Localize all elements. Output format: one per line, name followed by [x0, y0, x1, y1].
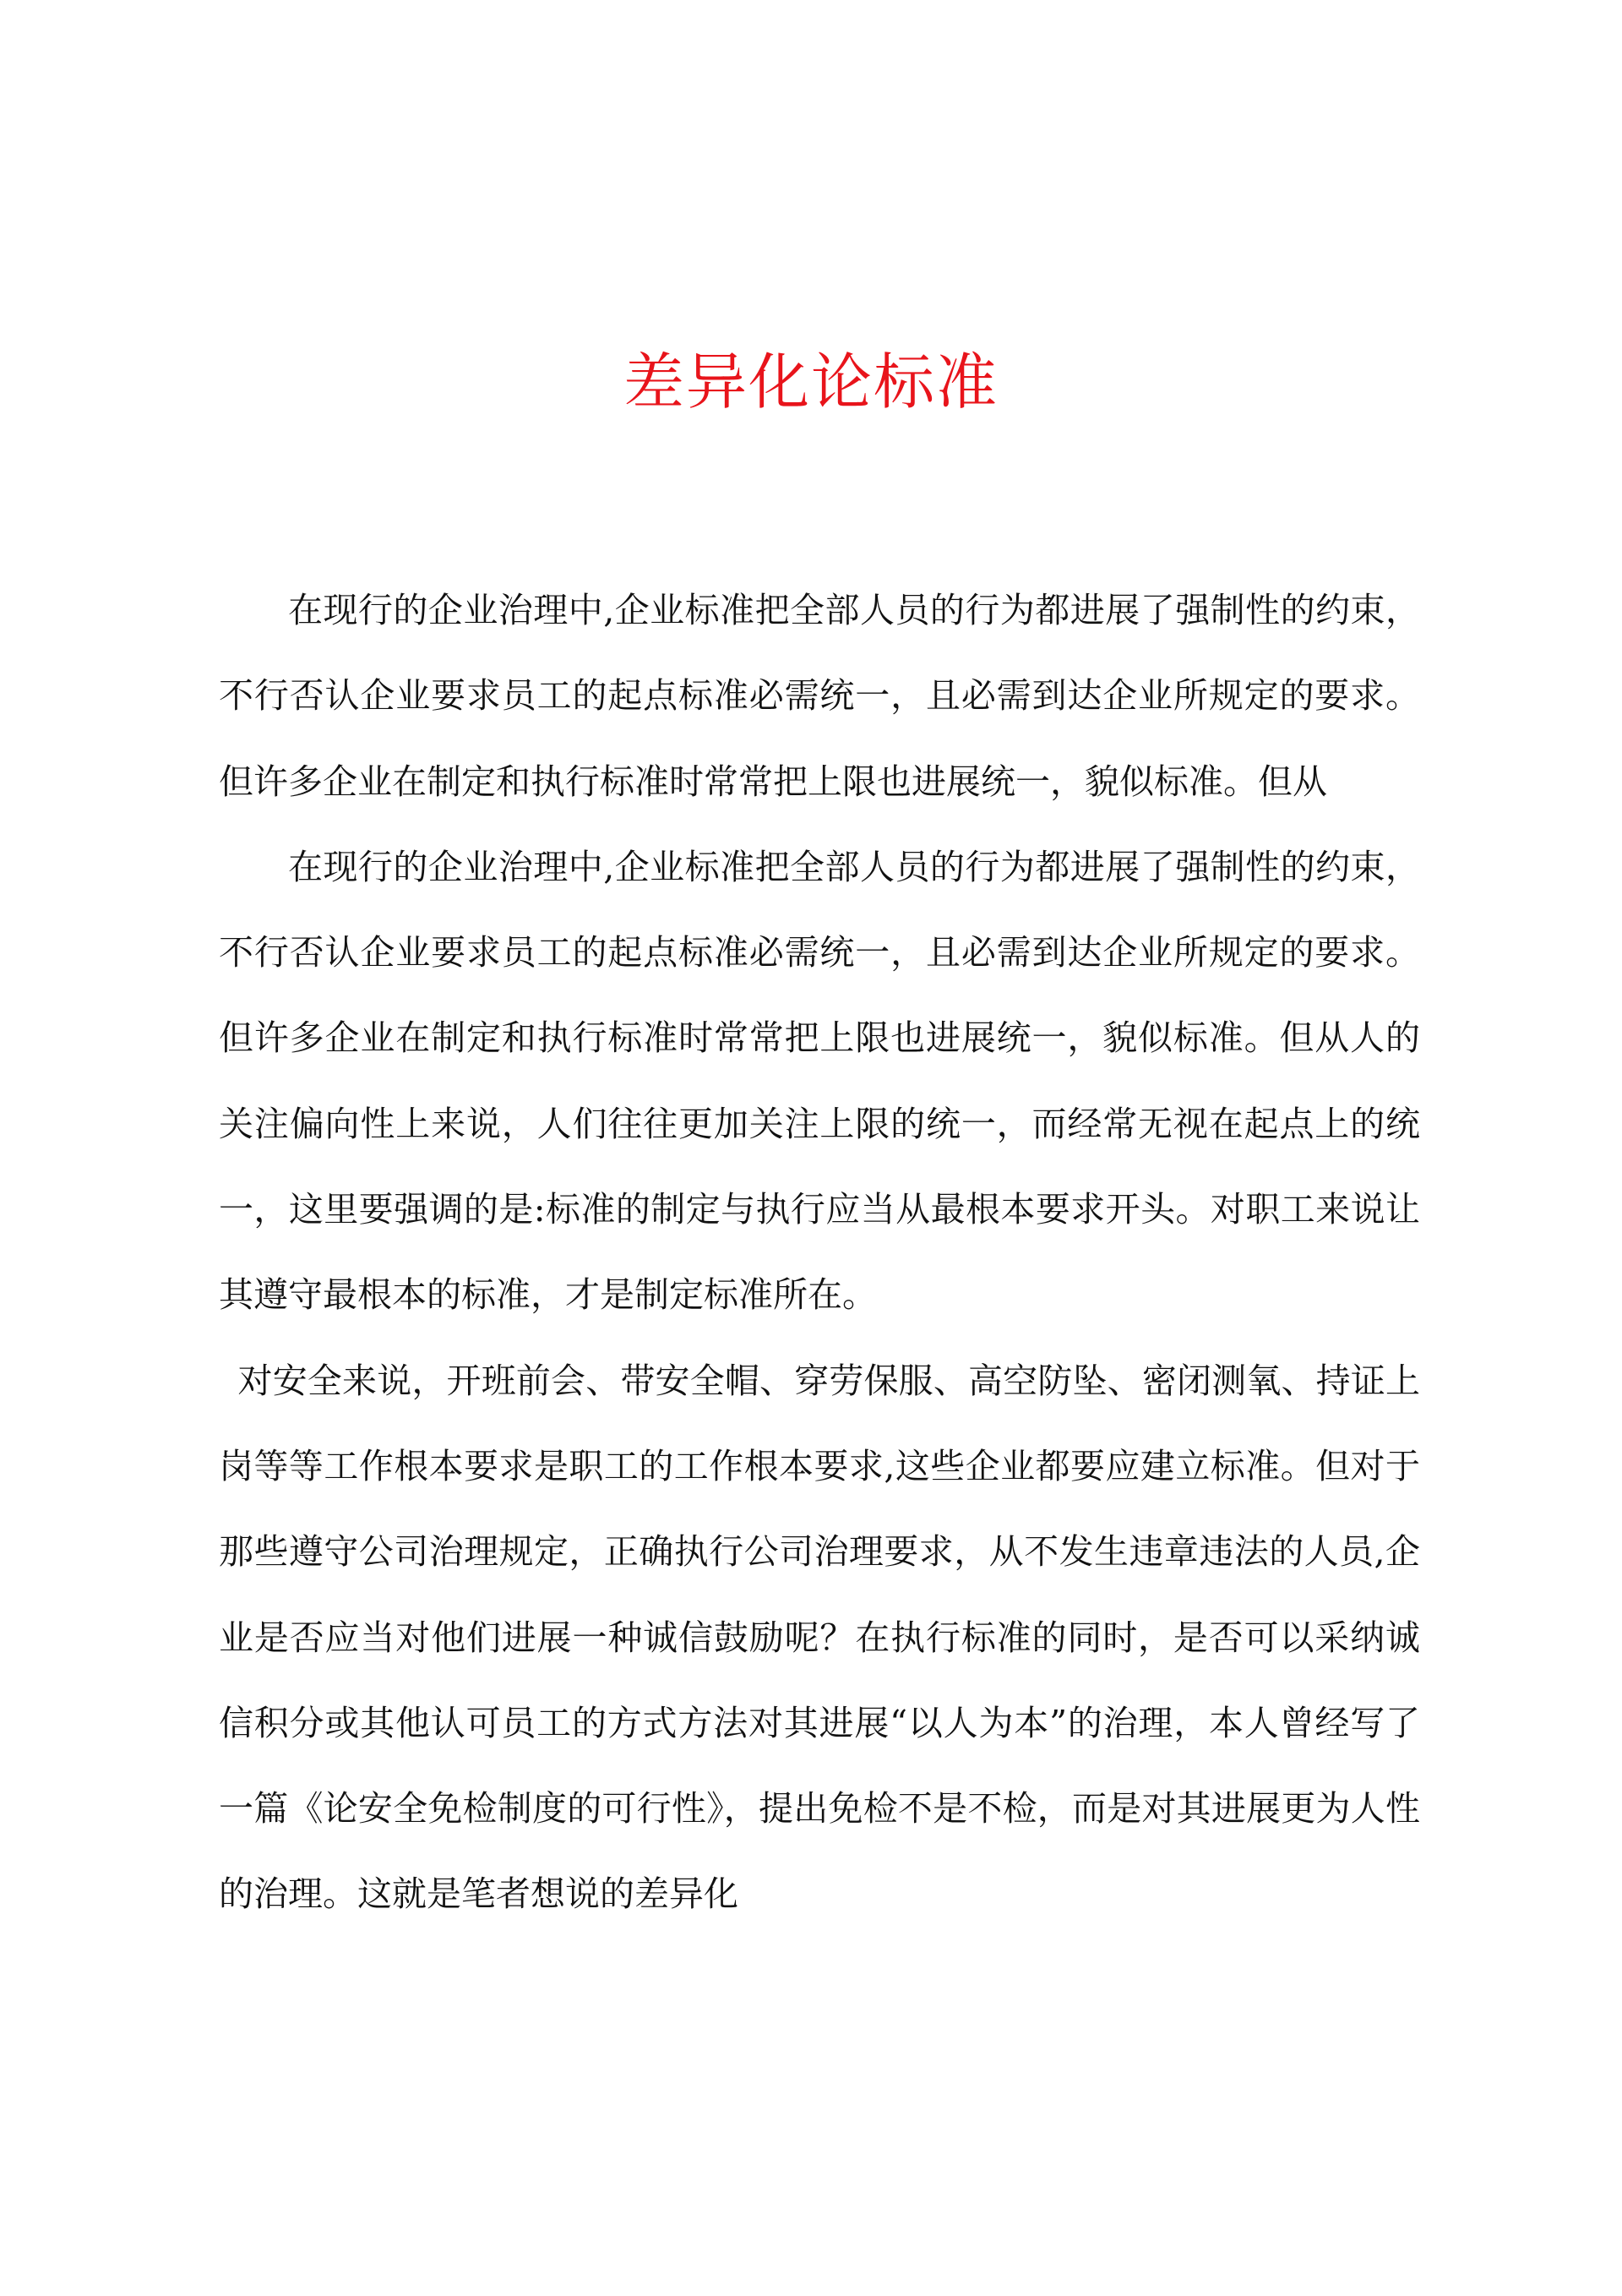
document-body: [219, 568, 1420, 1938]
paragraph-3: 对安全来说，开班前会、带安全帽、穿劳保服、高空防坠、密闭测氧、持证上岗等等工作根本要求是职工的工作根本要求,这些企业都要应建立标准。但对于那些遵守公司治理规定，正确执行公司治理要求，从不发生违章违法的人员,企业是否应当对他们进展一种诚信鼓励呢？在执行标准的同时，是否可以采纳诚信积分或其他认可员工的方式方法对其进展“以人为本”的治理，本人曾经写了一篇《论安全免检制度的可行性》，提出免检不是不检，而是对其进展更为人性的治理。这就是笔者想说的差异化: [219, 1360, 1420, 1915]
document-title: 差异化论标准: [623, 346, 999, 417]
paragraph-1: 在现行的企业治理中,企业标准把全部人员的行为都进展了强制性的约束，不行否认企业要求员工的起点标准必需统一，且必需到达企业所规定的要求。但许多企业在制定和执行标准时常常把上限也进展统一，貌似标准。但从: [219, 590, 1420, 802]
paragraph-2: 在现行的企业治理中,企业标准把全部人员的行为都进展了强制性的约束，不行否认企业要求员工的起点标准必需统一，且必需到达企业所规定的要求。但许多企业在制定和执行标准时常常把上限也进展统一，貌似标准。但从人的关注偏向性上来说，人们往往更加关注上限的统一，而经常无视在起点上的统一，这里要强调的是:标准的制定与执行应当从最根本要求开头。对职工来说让其遵守最根本的标准，才是制定标准所在。: [219, 846, 1420, 1316]
